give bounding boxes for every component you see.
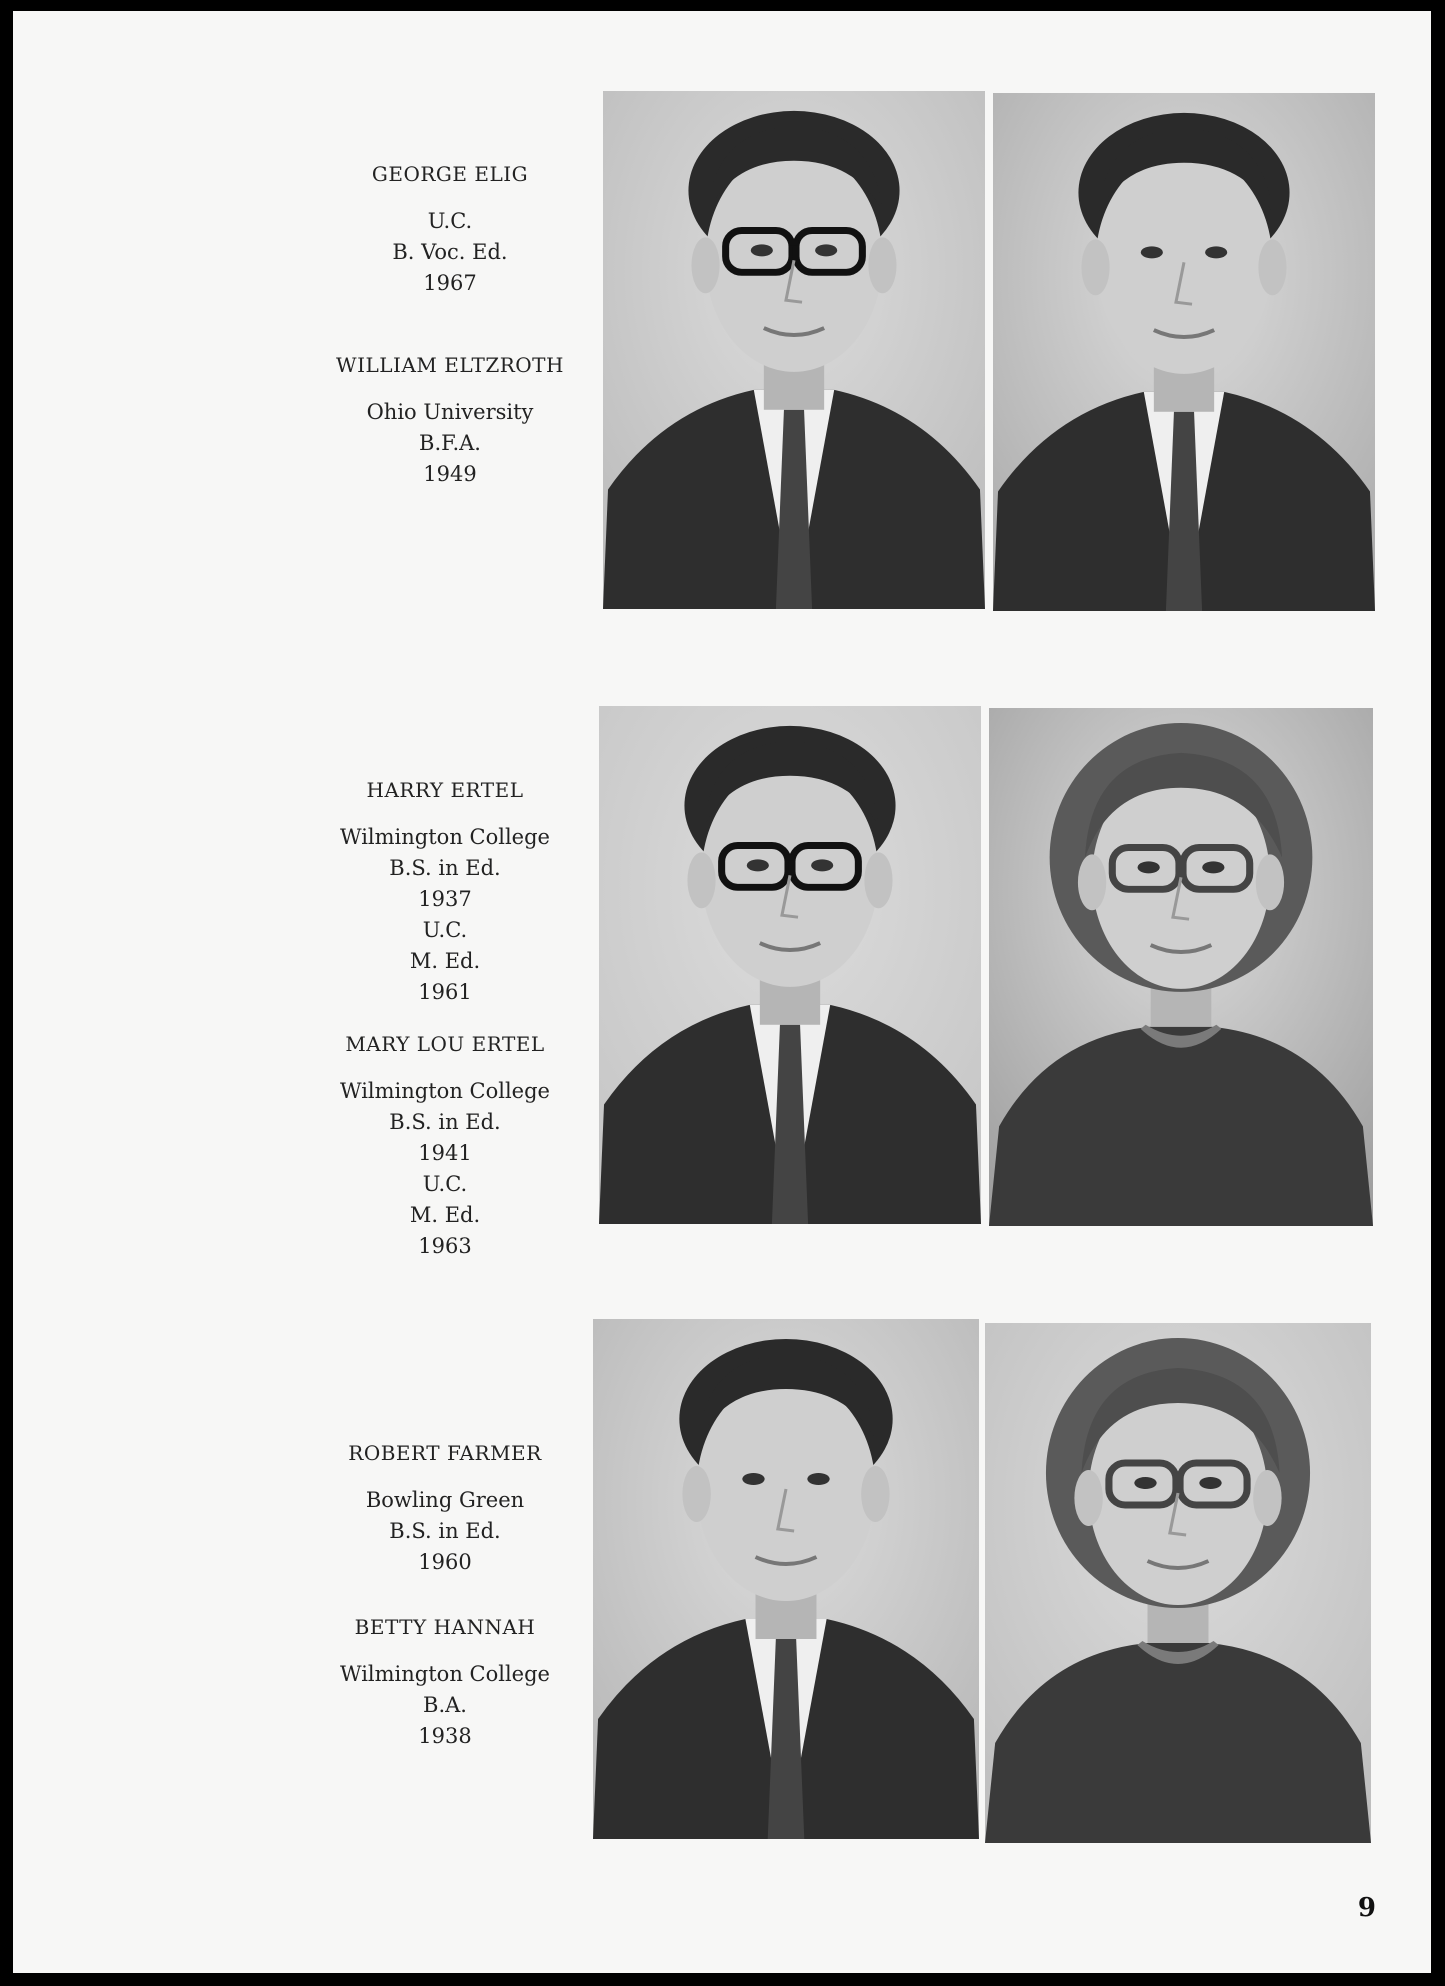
staff-name: WILLIAM ELTZROTH: [336, 353, 564, 377]
staff-detail: 1961: [418, 980, 472, 1004]
portrait-photo: [599, 706, 981, 1224]
staff-detail: U.C.: [422, 918, 468, 942]
staff-detail: B.S. in Ed.: [389, 856, 501, 880]
portrait-image: [593, 1319, 979, 1839]
portrait-photo: [603, 91, 985, 609]
staff-detail: B.F.A.: [419, 431, 481, 455]
portrait-photo: [989, 708, 1373, 1226]
portrait-image: [985, 1323, 1371, 1843]
staff-name: ROBERT FARMER: [348, 1441, 542, 1465]
staff-detail: 1963: [418, 1234, 472, 1258]
staff-detail: B.S. in Ed.: [389, 1110, 501, 1134]
staff-entry-mary-lou-ertel: [295, 1029, 595, 1262]
staff-detail: 1967: [423, 271, 477, 295]
staff-detail: 1937: [418, 887, 472, 911]
staff-name: HARRY ERTEL: [366, 778, 524, 802]
portrait-image: [993, 93, 1375, 611]
staff-detail: Bowling Green: [365, 1488, 525, 1512]
staff-entry-robert-farmer: [295, 1438, 595, 1578]
staff-detail: M. Ed.: [409, 1203, 481, 1227]
staff-detail: Ohio University: [366, 400, 534, 424]
staff-entry-harry-ertel: [295, 775, 595, 1008]
portrait-photo: [985, 1323, 1371, 1843]
staff-detail: Wilmington College: [340, 825, 550, 849]
portrait-image: [989, 708, 1373, 1226]
staff-name: MARY LOU ERTEL: [345, 1032, 545, 1056]
staff-detail: 1949: [423, 462, 477, 486]
page-number: 9: [1357, 1893, 1376, 1923]
staff-entry-william-eltzroth: [300, 350, 600, 490]
staff-detail: M. Ed.: [409, 949, 481, 973]
staff-entry-george-elig: [300, 159, 600, 299]
staff-detail: B. Voc. Ed.: [392, 240, 508, 264]
yearbook-page: [13, 11, 1431, 1973]
portrait-image: [599, 706, 981, 1224]
staff-detail: U.C.: [427, 209, 473, 233]
staff-detail: 1960: [418, 1550, 472, 1574]
staff-detail: Wilmington College: [340, 1079, 550, 1103]
staff-detail: B.S. in Ed.: [389, 1519, 501, 1543]
portrait-photo: [993, 93, 1375, 611]
staff-detail: B.A.: [423, 1693, 467, 1717]
portrait-photo: [593, 1319, 979, 1839]
staff-detail: Wilmington College: [340, 1662, 550, 1686]
staff-detail: 1938: [418, 1724, 472, 1748]
staff-name: GEORGE ELIG: [371, 162, 529, 186]
staff-detail: 1941: [418, 1141, 472, 1165]
staff-name: BETTY HANNAH: [354, 1615, 536, 1639]
staff-entry-betty-hannah: [295, 1612, 595, 1752]
portrait-image: [603, 91, 985, 609]
staff-detail: U.C.: [422, 1172, 468, 1196]
